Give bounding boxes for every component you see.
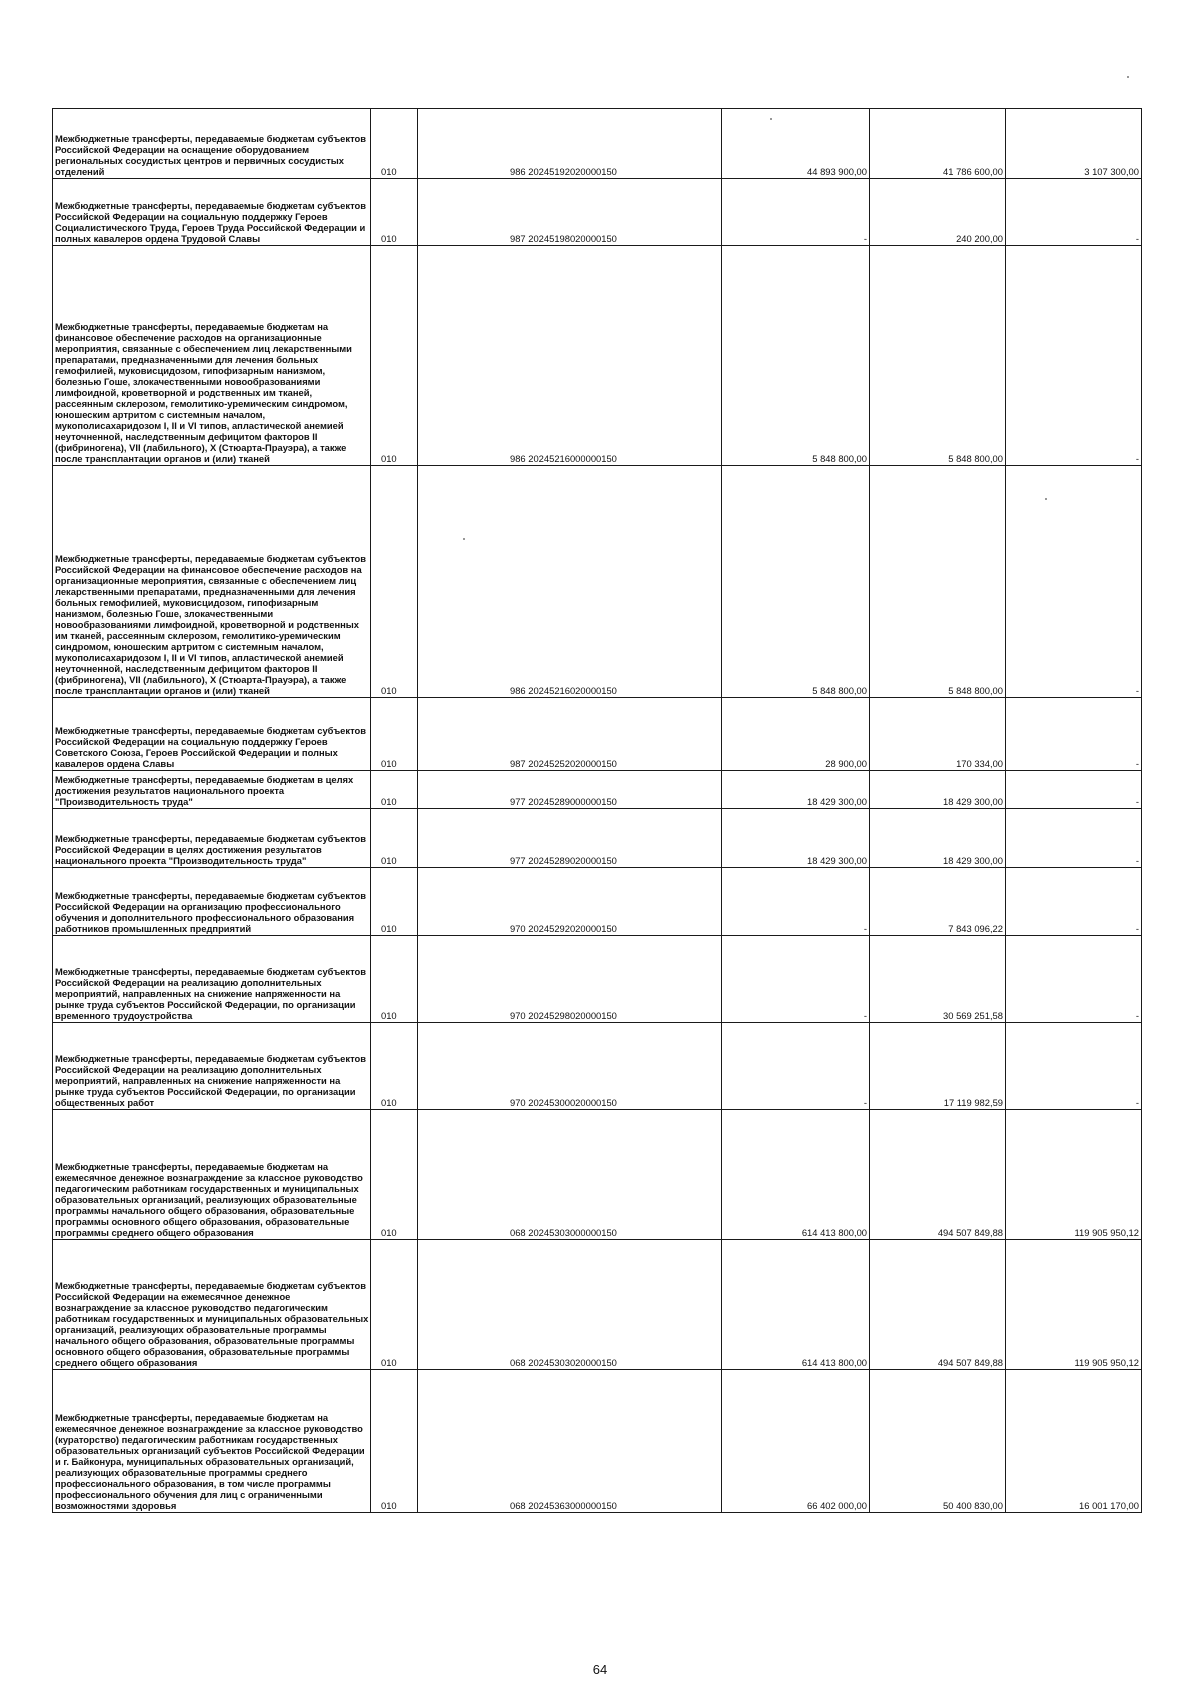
row-value-executed: 50 400 830,00 — [870, 1370, 1006, 1513]
scan-speck — [1127, 76, 1129, 78]
row-value-approved: 28 900,00 — [722, 698, 870, 771]
row-value-unexecuted: 16 001 170,00 — [1006, 1370, 1142, 1513]
row-value-executed: 170 334,00 — [870, 698, 1006, 771]
row-code: 010 — [371, 698, 418, 771]
row-value-unexecuted: - — [1006, 1023, 1142, 1110]
row-budget-code: 970 20245300020000150 — [418, 1023, 722, 1110]
table-row — [53, 936, 1142, 1023]
row-code: 010 — [371, 868, 418, 936]
row-description: Межбюджетные трансферты, передаваемые бюджетам субъектов Российской Федерации на реализацию дополнительных мероприятий, направленных на снижение напряженности на рынке труда субъектов Российской Федерации, по организации временного трудоустройства — [53, 936, 371, 1023]
row-value-unexecuted: - — [1006, 936, 1142, 1023]
row-budget-code: 977 20245289000000150 — [418, 771, 722, 809]
row-code: 010 — [371, 809, 418, 868]
scan-speck — [1045, 498, 1047, 500]
table-row — [53, 771, 1142, 809]
row-description: Межбюджетные трансферты, передаваемые бюджетам субъектов Российской Федерации в целях достижения результатов национального проекта "Производительность труда" — [53, 809, 371, 868]
row-budget-code: 986 20245192020000150 — [418, 109, 722, 179]
row-value-unexecuted: - — [1006, 246, 1142, 466]
table-row — [53, 466, 1142, 698]
row-description: Межбюджетные трансферты, передаваемые бюджетам субъектов Российской Федерации на организацию профессионального обучения и дополнительного профессионального образования работников промышленных предприятий — [53, 868, 371, 936]
row-budget-code: 987 20245198020000150 — [418, 179, 722, 246]
row-value-unexecuted: - — [1006, 868, 1142, 936]
row-value-approved: - — [722, 868, 870, 936]
row-value-approved: 18 429 300,00 — [722, 771, 870, 809]
row-value-executed: 494 507 849,88 — [870, 1110, 1006, 1240]
row-description: Межбюджетные трансферты, передаваемые бюджетам субъектов Российской Федерации на оснащение оборудованием региональных сосудистых центров и первичных сосудистых отделений — [53, 109, 371, 179]
table-row — [53, 1110, 1142, 1240]
row-budget-code: 970 20245298020000150 — [418, 936, 722, 1023]
scan-speck — [463, 538, 465, 540]
row-code: 010 — [371, 246, 418, 466]
table-row — [53, 179, 1142, 246]
row-value-unexecuted: - — [1006, 809, 1142, 868]
row-code: 010 — [371, 109, 418, 179]
row-value-executed: 41 786 600,00 — [870, 109, 1006, 179]
row-description: Межбюджетные трансферты, передаваемые бюджетам субъектов Российской Федерации на реализацию дополнительных мероприятий, направленных на снижение напряженности на рынке труда субъектов Российской Федерации, по организации общественных работ — [53, 1023, 371, 1110]
row-value-approved: - — [722, 936, 870, 1023]
row-budget-code: 986 20245216000000150 — [418, 246, 722, 466]
row-value-unexecuted: 119 905 950,12 — [1006, 1110, 1142, 1240]
table-row — [53, 698, 1142, 771]
budget-table-body — [53, 109, 1142, 1513]
row-code: 010 — [371, 179, 418, 246]
row-value-executed: 7 843 096,22 — [870, 868, 1006, 936]
table-row — [53, 1370, 1142, 1513]
row-value-unexecuted: - — [1006, 179, 1142, 246]
table-row — [53, 246, 1142, 466]
row-value-unexecuted: 3 107 300,00 — [1006, 109, 1142, 179]
row-code: 010 — [371, 1370, 418, 1513]
row-value-approved: - — [722, 179, 870, 246]
row-value-unexecuted: - — [1006, 771, 1142, 809]
row-value-approved: 66 402 000,00 — [722, 1370, 870, 1513]
scan-speck — [770, 118, 772, 120]
row-budget-code: 986 20245216020000150 — [418, 466, 722, 698]
row-code: 010 — [371, 936, 418, 1023]
row-value-unexecuted: 119 905 950,12 — [1006, 1240, 1142, 1370]
budget-table — [52, 108, 1142, 1513]
row-description: Межбюджетные трансферты, передаваемые бюджетам на финансовое обеспечение расходов на организационные мероприятия, связанные с обеспечением лиц лекарственными препаратами, предназначенными для лечения больных гемофилией, муковисцидозом, гипофизарным нанизмом, болезнью Гоше, злокачественными новообразованиями лимфоидной, кроветворной и родственных им тканей, рассеянным склерозом, гемолитико-уремическим синдромом, юношеским артритом с системным началом, мукополисахаридозом I, II и VI типов, апластической анемией неуточненной, наследственным дефицитом факторов II (фибриногена), VII (лабильного), X (Стюарта-Прауэра), а также после трансплантации органов и (или) тканей — [53, 246, 371, 466]
row-description: Межбюджетные трансферты, передаваемые бюджетам субъектов Российской Федерации на ежемесячное денежное вознаграждение за классное руководство педагогическим работникам государственных и муниципальных образовательных организаций, реализующих образовательные программы начального общего образования, образовательные программы основного общего образования, образовательные программы среднего общего образования — [53, 1240, 371, 1370]
row-value-unexecuted: - — [1006, 466, 1142, 698]
row-budget-code: 970 20245292020000150 — [418, 868, 722, 936]
row-value-unexecuted: - — [1006, 698, 1142, 771]
row-value-approved: 18 429 300,00 — [722, 809, 870, 868]
row-code: 010 — [371, 1023, 418, 1110]
row-code: 010 — [371, 771, 418, 809]
table-row — [53, 809, 1142, 868]
row-description: Межбюджетные трансферты, передаваемые бюджетам субъектов Российской Федерации на социальную поддержку Героев Советского Союза, Героев Российской Федерации и полных кавалеров ордена Славы — [53, 698, 371, 771]
row-budget-code: 068 20245303000000150 — [418, 1110, 722, 1240]
row-value-approved: 44 893 900,00 — [722, 109, 870, 179]
row-code: 010 — [371, 466, 418, 698]
row-description: Межбюджетные трансферты, передаваемые бюджетам субъектов Российской Федерации на финансовое обеспечение расходов на организационные мероприятия, связанные с обеспечением лиц лекарственными препаратами, предназначенными для лечения больных гемофилией, муковисцидозом, гипофизарным нанизмом, болезнью Гоше, злокачественными новообразованиями лимфоидной, кроветворной и родственных им тканей, рассеянным склерозом, гемолитико-уремическим синдромом, юношеским артритом с системным началом, мукополисахаридозом I, II и VI типов, апластической анемией неуточненной, наследственным дефицитом факторов II (фибриногена), VII (лабильного), X (Стюарта-Прауэра), а также после трансплантации органов и (или) тканей — [53, 466, 371, 698]
row-value-approved: 5 848 800,00 — [722, 246, 870, 466]
row-value-executed: 494 507 849,88 — [870, 1240, 1006, 1370]
row-budget-code: 977 20245289020000150 — [418, 809, 722, 868]
row-description: Межбюджетные трансферты, передаваемые бюджетам в целях достижения результатов национального проекта "Производительность труда" — [53, 771, 371, 809]
table-row — [53, 109, 1142, 179]
table-row — [53, 1023, 1142, 1110]
row-code: 010 — [371, 1110, 418, 1240]
row-value-executed: 18 429 300,00 — [870, 809, 1006, 868]
row-value-approved: 5 848 800,00 — [722, 466, 870, 698]
row-value-executed: 5 848 800,00 — [870, 246, 1006, 466]
row-value-approved: 614 413 800,00 — [722, 1240, 870, 1370]
row-description: Межбюджетные трансферты, передаваемые бюджетам на ежемесячное денежное вознаграждение за классное руководство (кураторство) педагогическим работникам государственных образовательных организаций субъектов Российской Федерации и г. Байконура, муниципальных образовательных организаций, реализующих образовательные программы среднего профессионального образования, в том числе программы профессионального обучения для лиц с ограниченными возможностями здоровья — [53, 1370, 371, 1513]
table-row — [53, 868, 1142, 936]
table-row — [53, 1240, 1142, 1370]
row-budget-code: 068 20245363000000150 — [418, 1370, 722, 1513]
row-value-executed: 240 200,00 — [870, 179, 1006, 246]
row-value-executed: 5 848 800,00 — [870, 466, 1006, 698]
row-value-executed: 17 119 982,59 — [870, 1023, 1006, 1110]
row-description: Межбюджетные трансферты, передаваемые бюджетам на ежемесячное денежное вознаграждение за классное руководство педагогическим работникам государственных и муниципальных образовательных организаций, реализующих образовательные программы начального общего образования, образовательные программы основного общего образования, образовательные программы среднего общего образования — [53, 1110, 371, 1240]
row-value-approved: 614 413 800,00 — [722, 1110, 870, 1240]
row-value-executed: 18 429 300,00 — [870, 771, 1006, 809]
row-value-executed: 30 569 251,58 — [870, 936, 1006, 1023]
row-value-approved: - — [722, 1023, 870, 1110]
row-code: 010 — [371, 1240, 418, 1370]
row-budget-code: 987 20245252020000150 — [418, 698, 722, 771]
page-number: 64 — [592, 1662, 608, 1677]
row-budget-code: 068 20245303020000150 — [418, 1240, 722, 1370]
row-description: Межбюджетные трансферты, передаваемые бюджетам субъектов Российской Федерации на социальную поддержку Героев Социалистического Труда, Героев Труда Российской Федерации и полных кавалеров ордена Трудовой Славы — [53, 179, 371, 246]
